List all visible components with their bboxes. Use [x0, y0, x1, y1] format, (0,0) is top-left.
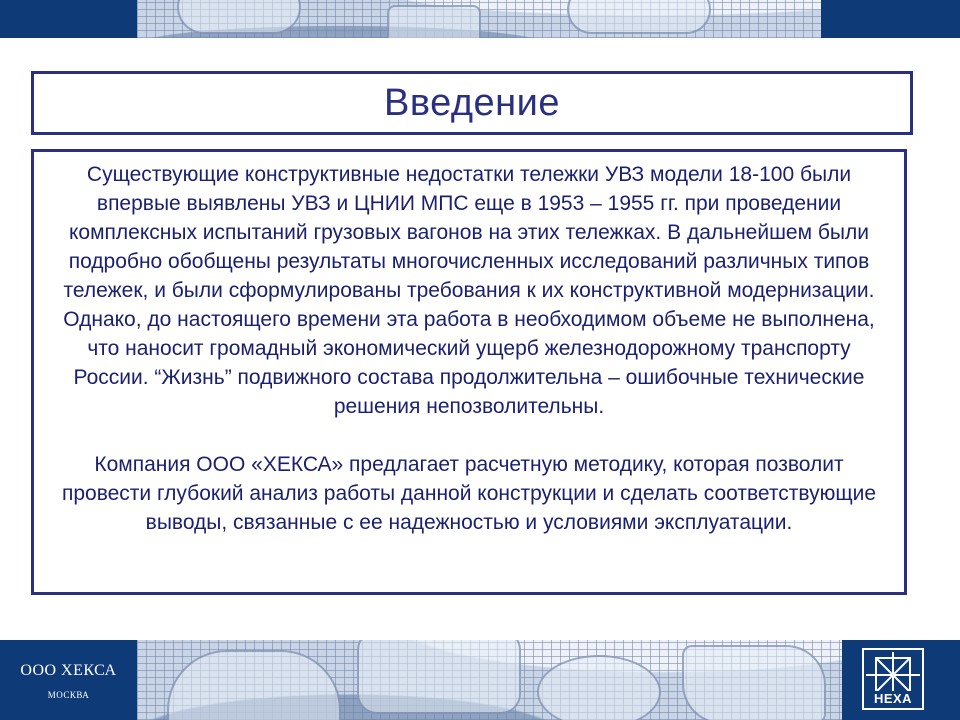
company-brand [0, 640, 137, 720]
slide-title: Введение [383, 81, 561, 124]
fem-mesh-image [137, 640, 842, 720]
content-frame [31, 149, 907, 595]
top-banner [0, 0, 960, 38]
company-name: ООО ХЕКСА [20, 662, 117, 679]
hexa-logo [862, 648, 924, 710]
company-paragraph: Компания ООО «ХЕКСА» предлагает расчетную методику, которая позволит провести глубокий анализ работы данной конструкции и сделать соответствующие выводы, связанные с ее надежностью и условиями эксплуатации. [61, 453, 877, 534]
fem-mesh-image [137, 0, 821, 38]
company-city: МОСКВА [47, 690, 90, 700]
intro-paragraph: Существующие конструктивные недостатки тележки УВЗ модели 18-100 были впервые выявлены УВЗ и ЦНИИ МПС еще в 1953 – 1955 гг. при проведении комплексных испытаний грузовых вагонов на этих тележках. В дальнейшем были подробно обобщены результаты многочисленных исследований различных типов тележек, и были сформулированы требования к их конструктивной модернизации. Однако, до настоящего времени эта работа в необходимом объеме не выполнена, что наносит громадный экономический ущерб железнодорожному транспорту России. “Жизнь” подвижного состава продолжительна – ошибочные технические решения непозволительны. [63, 163, 875, 418]
logo-text: HEXA [864, 691, 922, 706]
bottom-banner [0, 640, 960, 720]
title-frame [31, 71, 913, 135]
